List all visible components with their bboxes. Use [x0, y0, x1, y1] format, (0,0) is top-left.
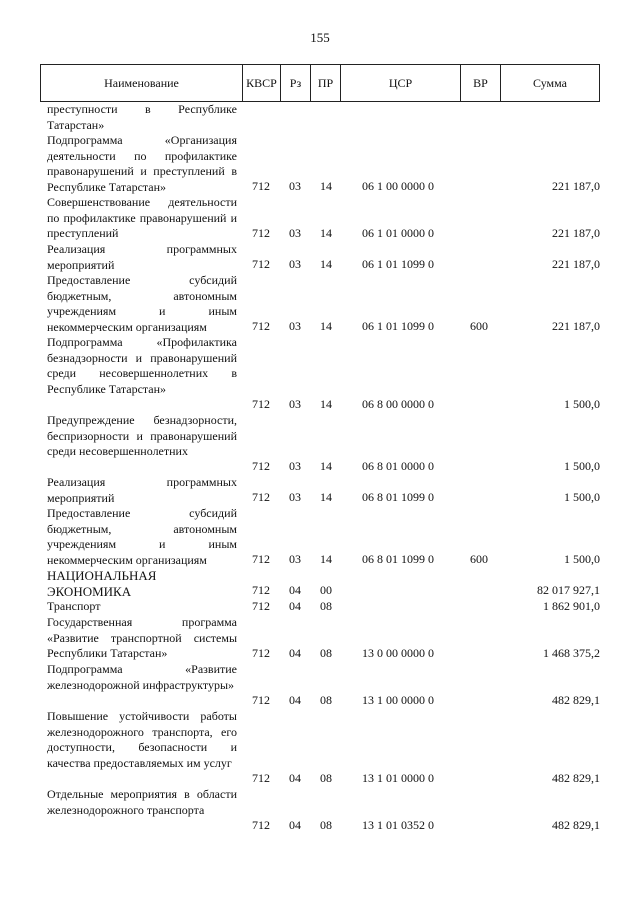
row-name: Отдельные мероприятия в области железнодорожного транспорта: [47, 787, 237, 817]
row-name: Подпрограмма «Профилактика безнадзорности и правонарушений среди несовершеннолетних в Республике Татарстан»: [47, 335, 237, 396]
row-rz: 03: [289, 319, 301, 333]
header-pr: ПР: [311, 65, 341, 101]
row-kvsr: 712: [252, 179, 270, 193]
row-name: Подпрограмма «Организация деятельности по профилактике правонарушений и преступлений в Республике Татарстан»: [47, 133, 237, 194]
header-sum: Сумма: [533, 75, 567, 90]
table-row: [0, 615, 640, 662]
row-kvsr: 712: [252, 552, 270, 566]
row-sum: 482 829,1: [552, 771, 600, 785]
table-row: [0, 102, 640, 133]
table-row: [0, 506, 640, 568]
table-row: [0, 133, 640, 195]
row-pr: 14: [320, 459, 332, 473]
row-name: Подпрограмма «Развитие железнодорожной инфраструктуры»: [47, 662, 237, 692]
row-pr: 08: [320, 771, 332, 785]
row-pr: 08: [320, 599, 332, 613]
table-row: [0, 475, 640, 506]
row-sum: 82 017 927,1: [537, 583, 600, 597]
row-kvsr: 712: [252, 490, 270, 504]
header-csr: ЦСР: [341, 65, 461, 101]
row-csr: 06 8 01 1099 0: [362, 552, 434, 566]
table-row: [0, 273, 640, 335]
row-rz: 04: [289, 583, 301, 597]
table-row: [0, 195, 640, 242]
row-rz: 03: [289, 179, 301, 193]
row-pr: 08: [320, 693, 332, 707]
row-csr: 06 1 01 1099 0: [362, 257, 434, 271]
row-csr: 06 1 01 0000 0: [362, 226, 434, 240]
row-pr: 14: [320, 397, 332, 411]
row-sum: 1 500,0: [564, 459, 600, 473]
row-csr: 06 1 01 1099 0: [362, 319, 434, 333]
row-kvsr: 712: [252, 599, 270, 613]
row-name: Транспорт: [47, 599, 101, 613]
header-kvsr: КВСР: [243, 65, 281, 101]
row-sum: 221 187,0: [552, 179, 600, 193]
row-pr: 08: [320, 818, 332, 832]
row-vr: 600: [470, 552, 488, 566]
row-pr: 14: [320, 552, 332, 566]
row-pr: 14: [320, 226, 332, 240]
row-sum: 221 187,0: [552, 257, 600, 271]
row-name: Совершенствование деятельности по профилактике правонарушений и преступлений: [47, 195, 237, 240]
row-kvsr: 712: [252, 646, 270, 660]
table-row: [0, 662, 640, 709]
row-csr: 06 8 01 0000 0: [362, 459, 434, 473]
row-kvsr: 712: [252, 693, 270, 707]
row-kvsr: 712: [252, 583, 270, 597]
row-name: Предоставление субсидий бюджетным, автономным учреждениям и иным некоммерческим организациям: [47, 506, 237, 567]
table-body: [0, 102, 640, 834]
row-kvsr: 712: [252, 771, 270, 785]
table-row: [0, 787, 640, 834]
table-row: [0, 335, 640, 413]
row-rz: 03: [289, 397, 301, 411]
row-vr: 600: [470, 319, 488, 333]
table-row: [0, 242, 640, 273]
row-rz: 03: [289, 459, 301, 473]
header-vr: ВР: [461, 65, 501, 101]
row-kvsr: 712: [252, 226, 270, 240]
row-csr: 13 1 01 0352 0: [362, 818, 434, 832]
row-csr: 06 8 00 0000 0: [362, 397, 434, 411]
row-name: Реализация программных мероприятий: [47, 242, 237, 272]
row-sum: 221 187,0: [552, 319, 600, 333]
row-rz: 03: [289, 226, 301, 240]
row-rz: 04: [289, 646, 301, 660]
row-name: Повышение устойчивости работы железнодорожного транспорта, его доступности, безопасности и качества предоставляемых им услуг: [47, 709, 237, 770]
row-csr: 13 1 00 0000 0: [362, 693, 434, 707]
row-sum: 221 187,0: [552, 226, 600, 240]
row-rz: 03: [289, 257, 301, 271]
row-rz: 04: [289, 599, 301, 613]
row-pr: 08: [320, 646, 332, 660]
row-kvsr: 712: [252, 257, 270, 271]
row-sum: 1 468 375,2: [543, 646, 600, 660]
row-csr: 13 0 00 0000 0: [362, 646, 434, 660]
row-csr: 13 1 01 0000 0: [362, 771, 434, 785]
table-row: [0, 709, 640, 787]
row-name: Реализация программных мероприятий: [47, 475, 237, 505]
row-name: преступности в Республике Татарстан»: [47, 102, 237, 132]
row-pr: 14: [320, 179, 332, 193]
table-row: [0, 568, 640, 599]
table-row: [0, 599, 640, 615]
header-rz: Рз: [281, 65, 311, 101]
row-rz: 04: [289, 771, 301, 785]
table-row: [0, 413, 640, 475]
row-sum: 1 500,0: [564, 552, 600, 566]
row-csr: 06 8 01 1099 0: [362, 490, 434, 504]
row-pr: 14: [320, 319, 332, 333]
row-csr: 06 1 00 0000 0: [362, 179, 434, 193]
row-kvsr: 712: [252, 319, 270, 333]
row-name: НАЦИОНАЛЬНАЯ ЭКОНОМИКА: [47, 568, 157, 599]
row-pr: 14: [320, 490, 332, 504]
row-name: Предоставление субсидий бюджетным, автономным учреждениям и иным некоммерческим организациям: [47, 273, 237, 334]
row-rz: 03: [289, 552, 301, 566]
row-pr: 00: [320, 583, 332, 597]
page-number: 155: [310, 30, 330, 45]
row-kvsr: 712: [252, 459, 270, 473]
row-name: Государственная программа «Развитие транспортной системы Республики Татарстан»: [47, 615, 237, 660]
row-sum: 1 500,0: [564, 397, 600, 411]
row-sum: 1 500,0: [564, 490, 600, 504]
row-sum: 482 829,1: [552, 818, 600, 832]
row-sum: 482 829,1: [552, 693, 600, 707]
table-header: [40, 64, 600, 102]
row-rz: 04: [289, 693, 301, 707]
header-name: Наименование: [41, 65, 243, 101]
row-rz: 03: [289, 490, 301, 504]
row-kvsr: 712: [252, 397, 270, 411]
row-name: Предупреждение безнадзорности, беспризорности и правонарушений среди несовершеннолетних: [47, 413, 237, 458]
row-sum: 1 862 901,0: [543, 599, 600, 613]
row-pr: 14: [320, 257, 332, 271]
row-rz: 04: [289, 818, 301, 832]
row-kvsr: 712: [252, 818, 270, 832]
